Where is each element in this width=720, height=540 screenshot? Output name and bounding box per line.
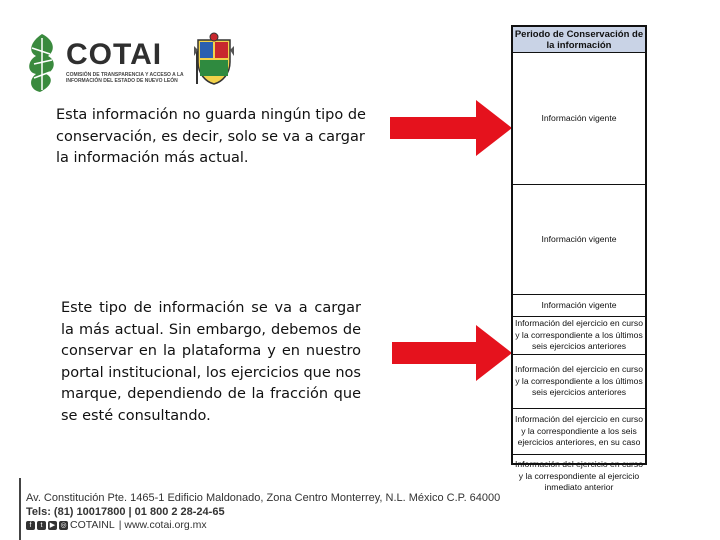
footer	[0, 476, 720, 540]
table-row: Información del ejercicio en curso y la correspondiente a los seis ejercicios anteriores, en su caso	[513, 409, 645, 455]
red-arrow-icon	[390, 100, 512, 156]
facebook-icon[interactable]: f	[26, 521, 35, 530]
footer-social	[26, 519, 207, 531]
conservation-period-table	[511, 25, 647, 491]
social-handle: COTAINL	[70, 519, 115, 531]
footer-phones: Tels: (81) 10017800 | 01 800 2 28-24-65	[26, 506, 225, 518]
logo-wordmark: COTAI	[66, 38, 163, 71]
paragraph-no-conservation: Esta información no guarda ningún tipo de conservación, es decir, solo se va a cargar la información más actual.	[56, 107, 366, 166]
red-arrow-icon	[392, 325, 512, 381]
table-row: Información vigente	[513, 185, 645, 295]
table-row: Información del ejercicio en curso y la correspondiente a los últimos seis ejercicios anteriores	[513, 317, 645, 355]
table-row: Información vigente	[513, 295, 645, 317]
footer-divider	[19, 478, 21, 540]
website-link[interactable]: | www.cotai.org.mx	[118, 519, 207, 531]
cotai-leaf-icon	[22, 32, 62, 94]
paragraph-conservation-exercises: Este tipo de información se va a cargar la más actual. Sin embargo, debemos de conservar en la plataforma y en nuestro portal institucional, los ejercicios que nos marque, dependiendo de la fracción que se esté consultando.	[61, 300, 361, 424]
youtube-icon[interactable]: ▶	[49, 521, 56, 529]
state-seal-icon	[192, 32, 236, 86]
table-row: Información del ejercicio en curso y la correspondiente al ejercicio inmediato anterior	[514, 459, 643, 491]
instagram-icon[interactable]: ◎	[60, 521, 67, 529]
table-row: Información del ejercicio en curso y la correspondiente a los últimos seis ejercicios anteriores	[513, 355, 645, 409]
footer-address: Av. Constitución Pte. 1465-1 Edificio Maldonado, Zona Centro Monterrey, N.L. México C.P. 64000	[26, 492, 501, 504]
table-header: Periodo de Conservación de la información	[514, 29, 644, 51]
twitter-icon[interactable]: t	[37, 521, 46, 530]
table-row: Información vigente	[513, 53, 645, 185]
logo-tagline: COMISIÓN DE TRANSPARENCIA Y ACCESO A LA INFORMACIÓN DEL ESTADO DE NUEVO LEÓN	[66, 72, 184, 84]
